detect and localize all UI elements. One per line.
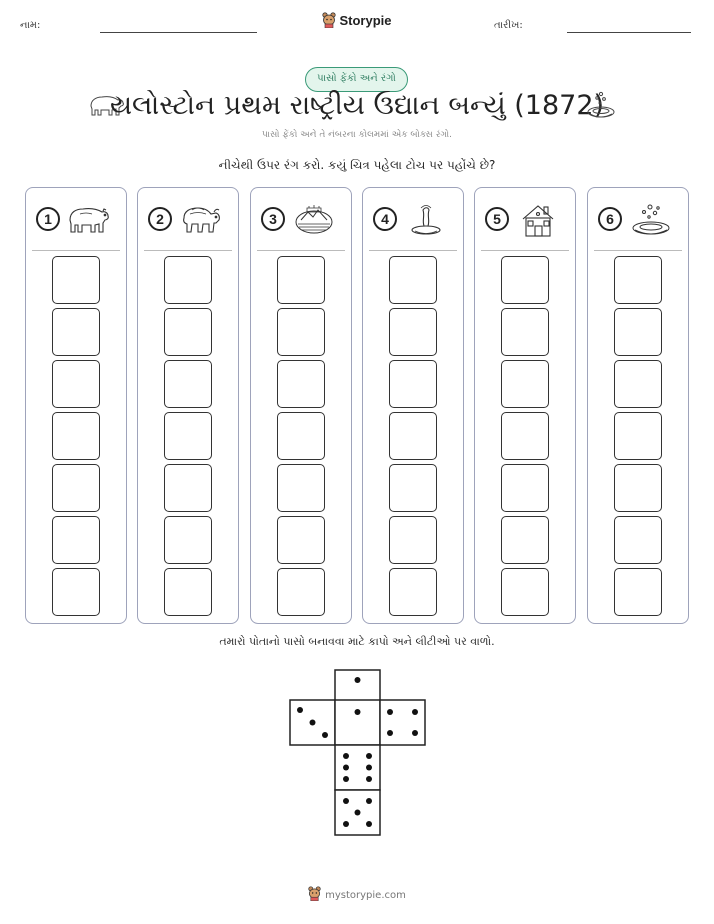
color-box [501,568,549,616]
color-box [52,412,100,460]
date-label: તારીખ: [494,20,523,31]
storypie-logo-icon [308,886,321,904]
color-box [164,412,212,460]
date-line [567,32,691,33]
color-box [164,308,212,356]
color-box [501,360,549,408]
brand-name: Storypie [339,12,392,28]
footer-url: mystorypie.com [325,890,406,901]
color-box [52,516,100,564]
color-box [389,568,437,616]
hot-spring-icon [586,90,616,124]
color-box [164,568,212,616]
color-box [389,464,437,512]
die-face-left [290,700,335,745]
geyser-icon [403,202,449,242]
page-title: યલોસ્ટોન પ્રથમ રાષ્ટ્રીય ઉદ્યાન બન્યું (1872) [109,90,605,121]
color-box [277,568,325,616]
bison-icon [178,202,224,240]
color-box [277,360,325,408]
die-face-right [380,700,425,745]
column-separator [32,250,120,251]
color-box [164,464,212,512]
color-box [389,412,437,460]
color-box [164,516,212,564]
color-box [614,360,662,408]
activity-pill: પાસો ફેંકો અને રંગો [305,67,408,92]
color-box [277,412,325,460]
color-box [52,256,100,304]
die-face-top [335,670,380,715]
color-box [389,256,437,304]
hot-spring-icon [628,202,674,242]
color-box [164,256,212,304]
house-icon [515,202,561,242]
die-face-bottom [335,790,380,835]
footer [0,886,714,904]
column-separator [481,250,569,251]
bear-icon [66,202,112,240]
color-box [277,256,325,304]
column-number: 6 [598,207,622,231]
column-separator [144,250,232,251]
column-6 [587,187,689,624]
color-box [614,464,662,512]
column-4 [362,187,464,624]
column-separator [369,250,457,251]
color-box [389,516,437,564]
storypie-logo-icon [322,12,336,31]
color-box [501,516,549,564]
color-box [277,308,325,356]
color-box [501,256,549,304]
color-box [614,568,662,616]
column-number: 4 [373,207,397,231]
color-box [164,360,212,408]
color-box [52,568,100,616]
column-2 [137,187,239,624]
column-3 [250,187,352,624]
color-box [501,308,549,356]
color-box [277,516,325,564]
column-number: 1 [36,207,60,231]
die-face-lower [335,745,380,790]
color-box [614,256,662,304]
color-box [389,308,437,356]
landscape-badge-icon [291,202,337,240]
die-face-center [335,700,380,745]
color-box [277,464,325,512]
color-box [614,412,662,460]
die-pips [297,677,418,827]
cut-instruction: તમારો પોતાનો પાસો બનાવવા માટે કાપો અને લીટીઓ પર વાળો. [219,635,495,648]
color-box [614,308,662,356]
name-label: નામ: [20,20,41,31]
name-line [100,32,257,33]
column-separator [594,250,682,251]
color-box [501,464,549,512]
color-box [52,464,100,512]
column-number: 2 [148,207,172,231]
color-box [52,308,100,356]
column-1 [25,187,127,624]
column-number: 3 [261,207,285,231]
subtitle: પાસો ફેંકો અને તે નંબરના કોલમમાં એક બોક્સ રંગો. [261,130,453,140]
color-box [52,360,100,408]
color-box [614,516,662,564]
column-5 [474,187,576,624]
column-separator [257,250,345,251]
column-number: 5 [485,207,509,231]
brand [0,12,714,31]
color-box [389,360,437,408]
color-box [501,412,549,460]
instruction: નીચેથી ઉપર રંગ કરો. કયું ચિત્ર પહેલા ટોચ પર પહોંચે છે? [218,158,496,172]
